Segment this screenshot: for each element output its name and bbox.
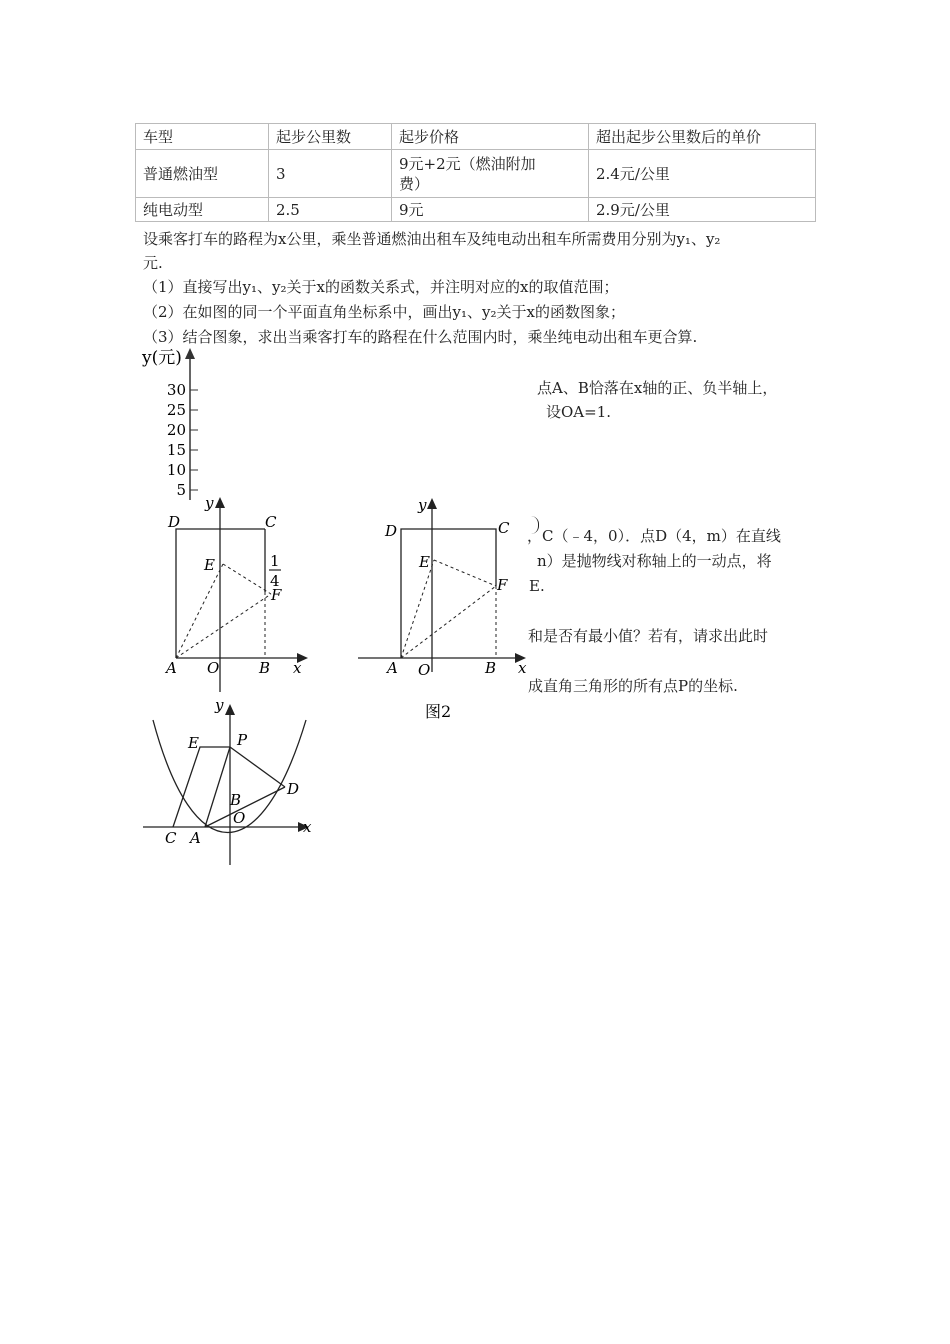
- table-cell: 9元: [392, 198, 589, 222]
- dashed-line-af: [401, 586, 496, 658]
- axis-label-x: x: [518, 659, 527, 677]
- point-label-c: C: [165, 829, 177, 847]
- y-tick-label: 10: [166, 461, 186, 479]
- line-pd: [230, 747, 285, 787]
- dashed-line-ef: [434, 560, 496, 586]
- point-label-b: B: [259, 659, 271, 677]
- header-cell: 超出起步公里数后的单价: [589, 124, 816, 150]
- axis-label-y: y: [205, 494, 214, 512]
- fare-table: [135, 123, 816, 222]
- price-line2: 费）: [399, 174, 430, 193]
- line-ce-ep: [173, 747, 230, 827]
- point-label-b: B: [485, 659, 497, 677]
- y-axis-arrow: [185, 348, 195, 359]
- square-outline: [401, 529, 496, 658]
- point-label-o: O: [207, 659, 220, 677]
- fragment-text-6: 和是否有最小值？若有，请求出此时: [528, 627, 769, 645]
- y-axis-arrow: [427, 498, 437, 509]
- dashed-line-ef: [223, 564, 271, 594]
- table-cell: [392, 150, 589, 198]
- question-3: （3）结合图象，求出当乘客打车的路程在什么范围内时，乘坐纯电动出租车更合算.: [143, 328, 698, 346]
- header-cell: 起步公里数: [269, 124, 392, 150]
- fraction-numerator: 1: [270, 552, 280, 570]
- table-cell: 普通燃油型: [136, 150, 269, 198]
- y-tick-label: 25: [166, 401, 186, 419]
- point-label-e: E: [188, 734, 199, 752]
- table-row: [136, 150, 816, 198]
- figure-caption: 图2: [425, 702, 452, 721]
- cost-graph-axis: [130, 345, 210, 500]
- point-label-c: C: [265, 513, 277, 531]
- y-ticks: [190, 390, 198, 490]
- fragment-text-1: 点A、B恰落在x轴的正、负半轴上，: [537, 379, 778, 397]
- point-label-o: O: [418, 661, 431, 679]
- problem-intro-line1: 设乘客打车的路程为x公里，乘坐普通燃油出租车及纯电动出租车所需费用分别为y₁、y₂: [143, 230, 721, 248]
- y-axis-arrow: [215, 497, 225, 508]
- table-cell: 2.9元/公里: [589, 198, 816, 222]
- point-label-f: F: [271, 586, 282, 604]
- point-label-c: C: [498, 519, 510, 537]
- point-label-e: E: [204, 556, 215, 574]
- table-cell: 2.5: [269, 198, 392, 222]
- table-cell: 纯电动型: [136, 198, 269, 222]
- point-label-f: F: [497, 576, 508, 594]
- dashed-line-ae: [176, 564, 223, 658]
- table-header-row: [136, 124, 816, 150]
- fragment-text-7: 成直角三角形的所有点P的坐标.: [528, 677, 738, 695]
- fragment-text-3: ，C（﹣4，0）．点D（4，m）在直线: [527, 527, 781, 545]
- table-row: [136, 198, 816, 222]
- dashed-line-ae: [401, 560, 434, 658]
- y-tick-label: 15: [166, 441, 186, 459]
- price-line1: 9元+2元（燃油附加: [399, 154, 536, 173]
- y-tick-label: 30: [166, 381, 186, 399]
- point-label-d: D: [385, 522, 398, 540]
- fragment-text-5: E.: [529, 577, 545, 595]
- header-cell: 起步价格: [392, 124, 589, 150]
- point-label-d: D: [168, 513, 181, 531]
- axis-label-y: y: [418, 496, 427, 514]
- point-label-o: O: [233, 809, 246, 827]
- point-label-d: D: [287, 780, 300, 798]
- y-axis-arrow: [225, 704, 235, 715]
- point-label-a: A: [166, 659, 177, 677]
- y-tick-label: 5: [176, 481, 186, 499]
- figure-2: [358, 492, 533, 727]
- fragment-text-4: n）是抛物线对称轴上的一动点，将: [537, 552, 772, 570]
- fragment-text-2: 设OA=1.: [546, 403, 612, 421]
- axis-label-x: x: [303, 818, 312, 836]
- figure-3: [143, 690, 318, 870]
- axis-label-x: x: [293, 659, 302, 677]
- point-label-e: E: [419, 553, 430, 571]
- table-cell: 2.4元/公里: [589, 150, 816, 198]
- axis-label-y: y: [215, 696, 224, 714]
- question-1: （1）直接写出y₁、y₂关于x的函数关系式，并注明对应的x的取值范围；: [143, 278, 619, 296]
- point-label-a: A: [387, 659, 398, 677]
- table-cell: 3: [269, 150, 392, 198]
- question-2: （2）在如图的同一个平面直角坐标系中，画出y₁、y₂关于x的函数图象；: [143, 303, 625, 321]
- dashed-line-af: [176, 594, 271, 658]
- figure-1: [143, 492, 313, 692]
- point-label-p: P: [237, 731, 248, 749]
- point-label-a: A: [190, 829, 201, 847]
- point-label-b: B: [230, 791, 242, 809]
- problem-intro-line2: 元.: [143, 254, 163, 272]
- line-ap: [205, 747, 230, 827]
- y-tick-label: 20: [166, 421, 186, 439]
- header-cell: 车型: [136, 124, 269, 150]
- y-axis-label: y(元): [142, 348, 182, 368]
- fraction-denominator: 4: [270, 572, 280, 590]
